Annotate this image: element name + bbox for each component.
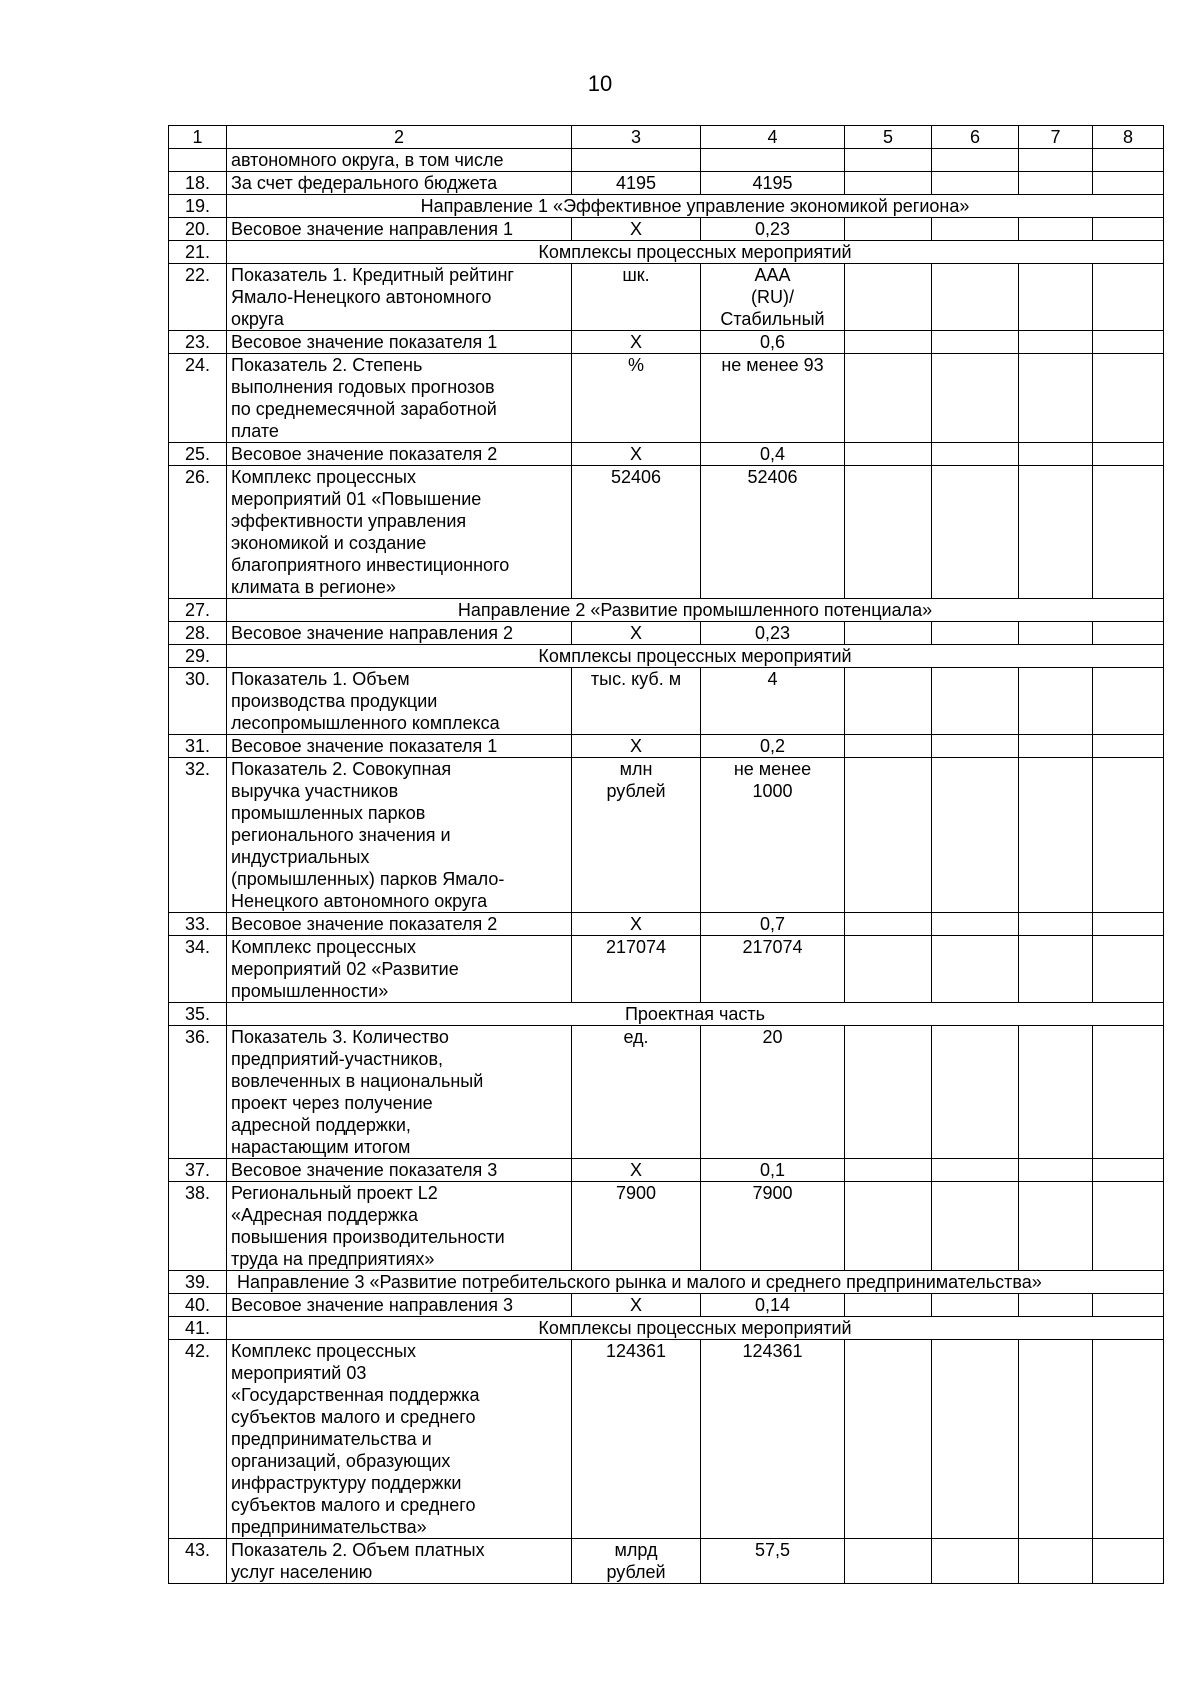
- indicator-name: Показатель 2. Совокупная выручка участников промышленных парков регионального значения и индустриальных (промышленных) парков Ямало- Ненецкого автономного округа: [227, 758, 572, 913]
- empty-cell: [1093, 1340, 1164, 1539]
- table-body: [169, 126, 1164, 1584]
- empty-cell: [1093, 1159, 1164, 1182]
- empty-cell: [845, 668, 932, 735]
- empty-cell: [845, 758, 932, 913]
- row-number: 31.: [169, 735, 227, 758]
- value-cell: 0,23: [701, 218, 845, 241]
- value-cell: 0,14: [701, 1294, 845, 1317]
- table-row: [169, 264, 1164, 331]
- value-cell: 124361: [701, 1340, 845, 1539]
- empty-cell: [1093, 172, 1164, 195]
- value-cell: 57,5: [701, 1539, 845, 1584]
- indicator-name: Региональный проект L2 «Адресная поддержка повышения производительности труда на предприятиях»: [227, 1182, 572, 1271]
- empty-cell: [1093, 1182, 1164, 1271]
- row-number: 41.: [169, 1317, 227, 1340]
- empty-cell: [1093, 218, 1164, 241]
- empty-cell: [1093, 264, 1164, 331]
- empty-cell: [1093, 758, 1164, 913]
- empty-cell: [1019, 331, 1093, 354]
- unit-cell: Х: [572, 443, 701, 466]
- indicator-name: Весовое значение показателя 3: [227, 1159, 572, 1182]
- empty-cell: [845, 913, 932, 936]
- value-cell: 20: [701, 1026, 845, 1159]
- indicator-name: Весовое значение направления 2: [227, 622, 572, 645]
- section-heading: Комплексы процессных мероприятий: [227, 645, 1164, 668]
- empty-cell: [1093, 466, 1164, 599]
- empty-cell: [1019, 668, 1093, 735]
- empty-cell: [932, 264, 1019, 331]
- empty-cell: [1019, 936, 1093, 1003]
- indicator-name: Показатель 1. Кредитный рейтинг Ямало-Ненецкого автономного округа: [227, 264, 572, 331]
- empty-cell: [932, 913, 1019, 936]
- empty-cell: [845, 172, 932, 195]
- section-heading: Направление 3 «Развитие потребительского рынка и малого и среднего предпринимательства»: [227, 1271, 1164, 1294]
- empty-cell: [1093, 354, 1164, 443]
- empty-cell: [932, 1340, 1019, 1539]
- empty-cell: [1019, 1539, 1093, 1584]
- indicator-name: Весовое значение показателя 1: [227, 331, 572, 354]
- row-number: 42.: [169, 1340, 227, 1539]
- section-heading: Комплексы процессных мероприятий: [227, 1317, 1164, 1340]
- empty-cell: [1093, 622, 1164, 645]
- section-heading: Направление 1 «Эффективное управление экономикой региона»: [227, 195, 1164, 218]
- row-number: 40.: [169, 1294, 227, 1317]
- section-heading: Направление 2 «Развитие промышленного потенциала»: [227, 599, 1164, 622]
- empty-cell: [1093, 149, 1164, 172]
- empty-cell: [1019, 758, 1093, 913]
- empty-cell: [845, 1026, 932, 1159]
- unit-cell: Х: [572, 735, 701, 758]
- row-number: 23.: [169, 331, 227, 354]
- unit-cell: %: [572, 354, 701, 443]
- empty-cell: [1019, 149, 1093, 172]
- empty-cell: [1019, 735, 1093, 758]
- empty-cell: [1093, 443, 1164, 466]
- empty-cell: [845, 735, 932, 758]
- header-cell: 4: [701, 126, 845, 149]
- value-cell: 4: [701, 668, 845, 735]
- indicator-name: Показатель 2. Объем платных услуг населению: [227, 1539, 572, 1584]
- empty-cell: [932, 1159, 1019, 1182]
- empty-cell: [1019, 466, 1093, 599]
- header-cell: 5: [845, 126, 932, 149]
- empty-cell: [1019, 1182, 1093, 1271]
- value-cell: 52406: [701, 466, 845, 599]
- row-number: 37.: [169, 1159, 227, 1182]
- unit-cell: Х: [572, 1159, 701, 1182]
- table-row: [169, 645, 1164, 668]
- table-row: [169, 1182, 1164, 1271]
- unit-cell: тыс. куб. м: [572, 668, 701, 735]
- empty-cell: [1093, 331, 1164, 354]
- table-row: [169, 1317, 1164, 1340]
- empty-cell: [1019, 354, 1093, 443]
- indicator-name: Весовое значение направления 3: [227, 1294, 572, 1317]
- table-row: [169, 1340, 1164, 1539]
- empty-cell: [1093, 1539, 1164, 1584]
- table-row: [169, 599, 1164, 622]
- value-cell: [701, 149, 845, 172]
- empty-cell: [932, 1294, 1019, 1317]
- empty-cell: [1019, 1159, 1093, 1182]
- empty-cell: [1093, 735, 1164, 758]
- empty-cell: [932, 218, 1019, 241]
- table-header-row: [169, 126, 1164, 149]
- value-cell: 0,4: [701, 443, 845, 466]
- row-number: 43.: [169, 1539, 227, 1584]
- header-cell: 3: [572, 126, 701, 149]
- empty-cell: [845, 218, 932, 241]
- unit-cell: шк.: [572, 264, 701, 331]
- empty-cell: [845, 622, 932, 645]
- unit-cell: 124361: [572, 1340, 701, 1539]
- empty-cell: [1019, 1294, 1093, 1317]
- empty-cell: [1093, 668, 1164, 735]
- row-number: 35.: [169, 1003, 227, 1026]
- unit-cell: млн рублей: [572, 758, 701, 913]
- unit-cell: 4195: [572, 172, 701, 195]
- empty-cell: [1019, 218, 1093, 241]
- table-row: [169, 1003, 1164, 1026]
- table-row: [169, 1026, 1164, 1159]
- empty-cell: [1093, 913, 1164, 936]
- row-number: 19.: [169, 195, 227, 218]
- table-row: [169, 466, 1164, 599]
- row-number: 28.: [169, 622, 227, 645]
- page-number: 10: [587, 71, 613, 96]
- row-number: 29.: [169, 645, 227, 668]
- indicator-name: Весовое значение показателя 2: [227, 443, 572, 466]
- value-cell: 0,7: [701, 913, 845, 936]
- empty-cell: [845, 1159, 932, 1182]
- indicator-name: Показатель 2. Степень выполнения годовых прогнозов по среднемесячной заработной плате: [227, 354, 572, 443]
- table-row: [169, 443, 1164, 466]
- unit-cell: ед.: [572, 1026, 701, 1159]
- value-cell: 0,23: [701, 622, 845, 645]
- empty-cell: [932, 622, 1019, 645]
- table-row: [169, 735, 1164, 758]
- empty-cell: [932, 1539, 1019, 1584]
- empty-cell: [845, 264, 932, 331]
- empty-cell: [1019, 1340, 1093, 1539]
- unit-cell: млрд рублей: [572, 1539, 701, 1584]
- empty-cell: [1019, 622, 1093, 645]
- unit-cell: Х: [572, 218, 701, 241]
- value-cell: 7900: [701, 1182, 845, 1271]
- row-number: 27.: [169, 599, 227, 622]
- unit-cell: Х: [572, 1294, 701, 1317]
- empty-cell: [845, 149, 932, 172]
- table-row: [169, 1539, 1164, 1584]
- header-cell: 6: [932, 126, 1019, 149]
- unit-cell: [572, 149, 701, 172]
- table-row: [169, 936, 1164, 1003]
- empty-cell: [1093, 1294, 1164, 1317]
- table-row: [169, 218, 1164, 241]
- table-row: [169, 354, 1164, 443]
- unit-cell: Х: [572, 331, 701, 354]
- indicator-name: Комплекс процессных мероприятий 03 «Государственная поддержка субъектов малого и среднего предпринимательства и организаций, образующих инфраструктуру поддержки субъектов малого и среднего предпринимательства»: [227, 1340, 572, 1539]
- header-cell: 8: [1093, 126, 1164, 149]
- empty-cell: [932, 1182, 1019, 1271]
- table-row: [169, 1271, 1164, 1294]
- row-number: 36.: [169, 1026, 227, 1159]
- table-row: [169, 913, 1164, 936]
- value-cell: 0,2: [701, 735, 845, 758]
- section-heading: Проектная часть: [227, 1003, 1164, 1026]
- table-row: [169, 668, 1164, 735]
- value-cell: 0,6: [701, 331, 845, 354]
- value-cell: 0,1: [701, 1159, 845, 1182]
- indicator-name: Комплекс процессных мероприятий 02 «Развитие промышленности»: [227, 936, 572, 1003]
- row-number: 30.: [169, 668, 227, 735]
- empty-cell: [932, 936, 1019, 1003]
- empty-cell: [845, 1340, 932, 1539]
- empty-cell: [1093, 936, 1164, 1003]
- empty-cell: [932, 443, 1019, 466]
- indicator-name: Весовое значение показателя 2: [227, 913, 572, 936]
- empty-cell: [932, 735, 1019, 758]
- table-row: [169, 758, 1164, 913]
- value-cell: 217074: [701, 936, 845, 1003]
- table-row: [169, 195, 1164, 218]
- header-cell: 7: [1019, 126, 1093, 149]
- indicator-name: Показатель 1. Объем производства продукции лесопромышленного комплекса: [227, 668, 572, 735]
- empty-cell: [1019, 172, 1093, 195]
- value-cell: ААА (RU)/ Стабильный: [701, 264, 845, 331]
- empty-cell: [932, 172, 1019, 195]
- empty-cell: [932, 668, 1019, 735]
- header-cell: 1: [169, 126, 227, 149]
- table-row: [169, 622, 1164, 645]
- indicator-name: Весовое значение показателя 1: [227, 735, 572, 758]
- empty-cell: [932, 354, 1019, 443]
- row-number: 32.: [169, 758, 227, 913]
- row-number: 18.: [169, 172, 227, 195]
- empty-cell: [1019, 264, 1093, 331]
- table-row: [169, 1159, 1164, 1182]
- empty-cell: [845, 331, 932, 354]
- unit-cell: Х: [572, 622, 701, 645]
- empty-cell: [932, 331, 1019, 354]
- indicator-name: автономного округа, в том числе: [227, 149, 572, 172]
- table-row: [169, 1294, 1164, 1317]
- row-number: 33.: [169, 913, 227, 936]
- indicators-table: [168, 125, 1164, 1584]
- empty-cell: [1093, 1026, 1164, 1159]
- empty-cell: [932, 149, 1019, 172]
- empty-cell: [845, 354, 932, 443]
- value-cell: не менее 93: [701, 354, 845, 443]
- empty-cell: [932, 1026, 1019, 1159]
- row-number: 24.: [169, 354, 227, 443]
- section-heading: Комплексы процессных мероприятий: [227, 241, 1164, 264]
- unit-cell: 217074: [572, 936, 701, 1003]
- empty-cell: [845, 1294, 932, 1317]
- row-number: [169, 149, 227, 172]
- indicator-name: Весовое значение направления 1: [227, 218, 572, 241]
- indicator-name: За счет федерального бюджета: [227, 172, 572, 195]
- table-row: [169, 149, 1164, 172]
- unit-cell: 7900: [572, 1182, 701, 1271]
- row-number: 26.: [169, 466, 227, 599]
- empty-cell: [845, 466, 932, 599]
- row-number: 25.: [169, 443, 227, 466]
- indicator-name: Показатель 3. Количество предприятий-участников, вовлеченных в национальный проект через получение адресной поддержки, нарастающим итогом: [227, 1026, 572, 1159]
- row-number: 34.: [169, 936, 227, 1003]
- table-row: [169, 241, 1164, 264]
- row-number: 22.: [169, 264, 227, 331]
- empty-cell: [1019, 443, 1093, 466]
- value-cell: 4195: [701, 172, 845, 195]
- table-row: [169, 331, 1164, 354]
- unit-cell: 52406: [572, 466, 701, 599]
- empty-cell: [1019, 1026, 1093, 1159]
- indicator-name: Комплекс процессных мероприятий 01 «Повышение эффективности управления экономикой и создание благоприятного инвестиционного климата в регионе»: [227, 466, 572, 599]
- empty-cell: [845, 1182, 932, 1271]
- row-number: 38.: [169, 1182, 227, 1271]
- empty-cell: [932, 466, 1019, 599]
- empty-cell: [845, 1539, 932, 1584]
- row-number: 39.: [169, 1271, 227, 1294]
- row-number: 20.: [169, 218, 227, 241]
- value-cell: не менее 1000: [701, 758, 845, 913]
- empty-cell: [845, 443, 932, 466]
- empty-cell: [845, 936, 932, 1003]
- empty-cell: [932, 758, 1019, 913]
- unit-cell: Х: [572, 913, 701, 936]
- row-number: 21.: [169, 241, 227, 264]
- header-cell: 2: [227, 126, 572, 149]
- table-row: [169, 172, 1164, 195]
- empty-cell: [1019, 913, 1093, 936]
